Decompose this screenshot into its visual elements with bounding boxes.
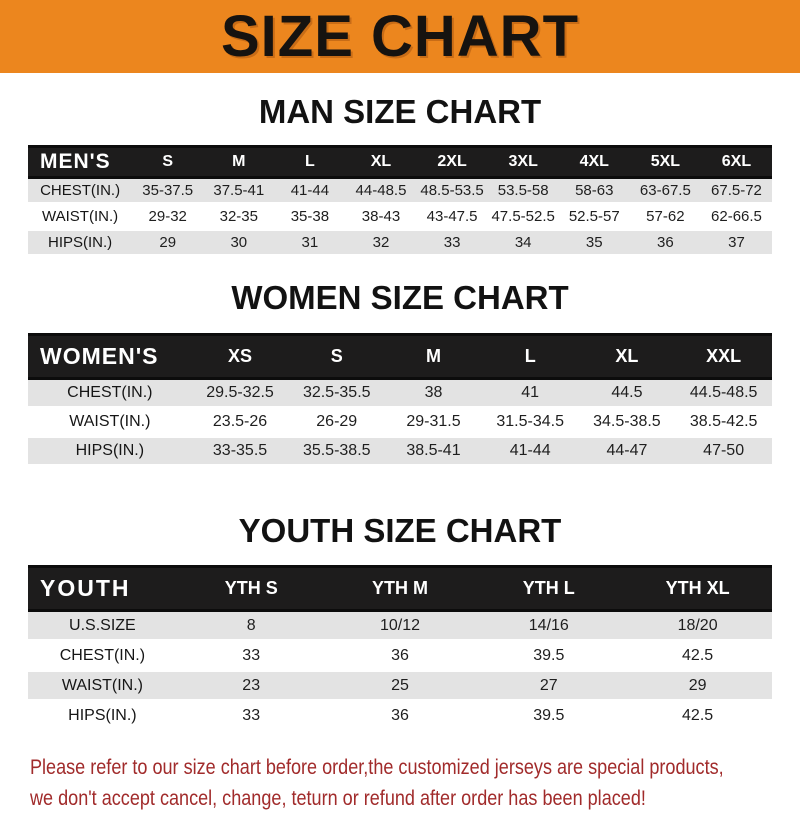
table-header-row xyxy=(28,567,772,611)
size-value-cell: 33 xyxy=(177,641,326,671)
size-value-cell: 58-63 xyxy=(559,178,630,204)
measurement-row-label: WAIST(IN.) xyxy=(28,408,192,437)
size-value-cell: 36 xyxy=(326,701,475,731)
measurement-row xyxy=(28,178,772,204)
youth-section-heading: YOUTH SIZE CHART xyxy=(238,512,562,549)
measurement-row-label: WAIST(IN.) xyxy=(28,204,132,230)
size-column-header: M xyxy=(203,147,274,178)
size-value-cell: 29.5-32.5 xyxy=(192,379,289,408)
measurement-row-label: HIPS(IN.) xyxy=(28,437,192,466)
table-header-row xyxy=(28,147,772,178)
size-column-header: YTH XL xyxy=(623,567,772,611)
size-value-cell: 42.5 xyxy=(623,701,772,731)
size-column-header: L xyxy=(274,147,345,178)
size-value-cell: 33 xyxy=(417,230,488,256)
size-value-cell: 43-47.5 xyxy=(417,204,488,230)
size-value-cell: 53.5-58 xyxy=(488,178,559,204)
measurement-row-label: CHEST(IN.) xyxy=(28,641,177,671)
size-value-cell: 37.5-41 xyxy=(203,178,274,204)
measurement-row-label: CHEST(IN.) xyxy=(28,379,192,408)
size-column-header: 2XL xyxy=(417,147,488,178)
size-value-cell: 35 xyxy=(559,230,630,256)
size-column-header: YTH L xyxy=(474,567,623,611)
man-size-table xyxy=(28,145,772,257)
size-value-cell: 31.5-34.5 xyxy=(482,408,579,437)
size-value-cell: 63-67.5 xyxy=(630,178,701,204)
size-column-header: 6XL xyxy=(701,147,772,178)
size-value-cell: 29-31.5 xyxy=(385,408,482,437)
size-value-cell: 36 xyxy=(630,230,701,256)
size-value-cell: 18/20 xyxy=(623,611,772,641)
size-value-cell: 33 xyxy=(177,701,326,731)
size-value-cell: 34.5-38.5 xyxy=(579,408,676,437)
size-column-header: XXL xyxy=(675,335,772,379)
size-value-cell: 29 xyxy=(623,671,772,701)
size-value-cell: 35.5-38.5 xyxy=(288,437,385,466)
measurement-row xyxy=(28,204,772,230)
size-value-cell: 57-62 xyxy=(630,204,701,230)
size-value-cell: 27 xyxy=(474,671,623,701)
size-value-cell: 34 xyxy=(488,230,559,256)
size-column-header: M xyxy=(385,335,482,379)
size-column-header: YTH S xyxy=(177,567,326,611)
size-value-cell: 41 xyxy=(482,379,579,408)
disclaimer-text xyxy=(30,752,800,814)
table-group-label: WOMEN'S xyxy=(28,335,192,379)
size-value-cell: 33-35.5 xyxy=(192,437,289,466)
banner-title: SIZE CHART xyxy=(221,3,579,69)
size-value-cell: 41-44 xyxy=(482,437,579,466)
size-value-cell: 52.5-57 xyxy=(559,204,630,230)
size-column-header: 5XL xyxy=(630,147,701,178)
size-value-cell: 23.5-26 xyxy=(192,408,289,437)
measurement-row xyxy=(28,230,772,256)
measurement-row xyxy=(28,408,772,437)
size-value-cell: 47-50 xyxy=(675,437,772,466)
measurement-row-label: CHEST(IN.) xyxy=(28,178,132,204)
disclaimer-line-2: we don't accept cancel, change, teturn or refund after order has been placed! xyxy=(30,787,646,811)
size-column-header: 4XL xyxy=(559,147,630,178)
size-value-cell: 32 xyxy=(345,230,416,256)
size-value-cell: 38-43 xyxy=(345,204,416,230)
size-value-cell: 38.5-42.5 xyxy=(675,408,772,437)
size-value-cell: 38 xyxy=(385,379,482,408)
table-header-row xyxy=(28,335,772,379)
size-column-header: S xyxy=(132,147,203,178)
size-value-cell: 41-44 xyxy=(274,178,345,204)
size-value-cell: 10/12 xyxy=(326,611,475,641)
size-column-header: S xyxy=(288,335,385,379)
size-value-cell: 29-32 xyxy=(132,204,203,230)
measurement-row xyxy=(28,671,772,701)
size-value-cell: 44-47 xyxy=(579,437,676,466)
measurement-row-label: HIPS(IN.) xyxy=(28,701,177,731)
size-column-header: XL xyxy=(345,147,416,178)
measurement-row xyxy=(28,701,772,731)
size-value-cell: 32.5-35.5 xyxy=(288,379,385,408)
size-value-cell: 35-38 xyxy=(274,204,345,230)
size-value-cell: 25 xyxy=(326,671,475,701)
size-value-cell: 37 xyxy=(701,230,772,256)
size-value-cell: 44.5-48.5 xyxy=(675,379,772,408)
size-value-cell: 32-35 xyxy=(203,204,274,230)
man-section-heading: MAN SIZE CHART xyxy=(258,93,542,130)
measurement-row xyxy=(28,641,772,671)
size-column-header: L xyxy=(482,335,579,379)
size-value-cell: 30 xyxy=(203,230,274,256)
size-value-cell: 44.5 xyxy=(579,379,676,408)
measurement-row-label: HIPS(IN.) xyxy=(28,230,132,256)
size-value-cell: 36 xyxy=(326,641,475,671)
size-column-header: 3XL xyxy=(488,147,559,178)
measurement-row xyxy=(28,437,772,466)
measurement-row xyxy=(28,379,772,408)
size-value-cell: 39.5 xyxy=(474,701,623,731)
disclaimer-line-1: Please refer to our size chart before order,the customized jerseys are special products, xyxy=(30,756,724,779)
size-chart-banner xyxy=(0,0,800,73)
size-value-cell: 44-48.5 xyxy=(345,178,416,204)
measurement-row-label: WAIST(IN.) xyxy=(28,671,177,701)
size-value-cell: 14/16 xyxy=(474,611,623,641)
size-value-cell: 62-66.5 xyxy=(701,204,772,230)
size-column-header: XL xyxy=(579,335,676,379)
size-value-cell: 48.5-53.5 xyxy=(417,178,488,204)
size-value-cell: 67.5-72 xyxy=(701,178,772,204)
youth-size-table xyxy=(28,565,772,732)
women-size-table xyxy=(28,333,772,467)
size-value-cell: 31 xyxy=(274,230,345,256)
size-value-cell: 35-37.5 xyxy=(132,178,203,204)
size-value-cell: 47.5-52.5 xyxy=(488,204,559,230)
size-value-cell: 39.5 xyxy=(474,641,623,671)
measurement-row-label: U.S.SIZE xyxy=(28,611,177,641)
women-section-heading: WOMEN SIZE CHART xyxy=(231,279,569,316)
measurement-row xyxy=(28,611,772,641)
size-value-cell: 38.5-41 xyxy=(385,437,482,466)
size-column-header: YTH M xyxy=(326,567,475,611)
size-value-cell: 26-29 xyxy=(288,408,385,437)
size-value-cell: 29 xyxy=(132,230,203,256)
table-group-label: MEN'S xyxy=(28,147,132,178)
size-value-cell: 8 xyxy=(177,611,326,641)
table-group-label: YOUTH xyxy=(28,567,177,611)
size-column-header: XS xyxy=(192,335,289,379)
size-value-cell: 42.5 xyxy=(623,641,772,671)
size-value-cell: 23 xyxy=(177,671,326,701)
